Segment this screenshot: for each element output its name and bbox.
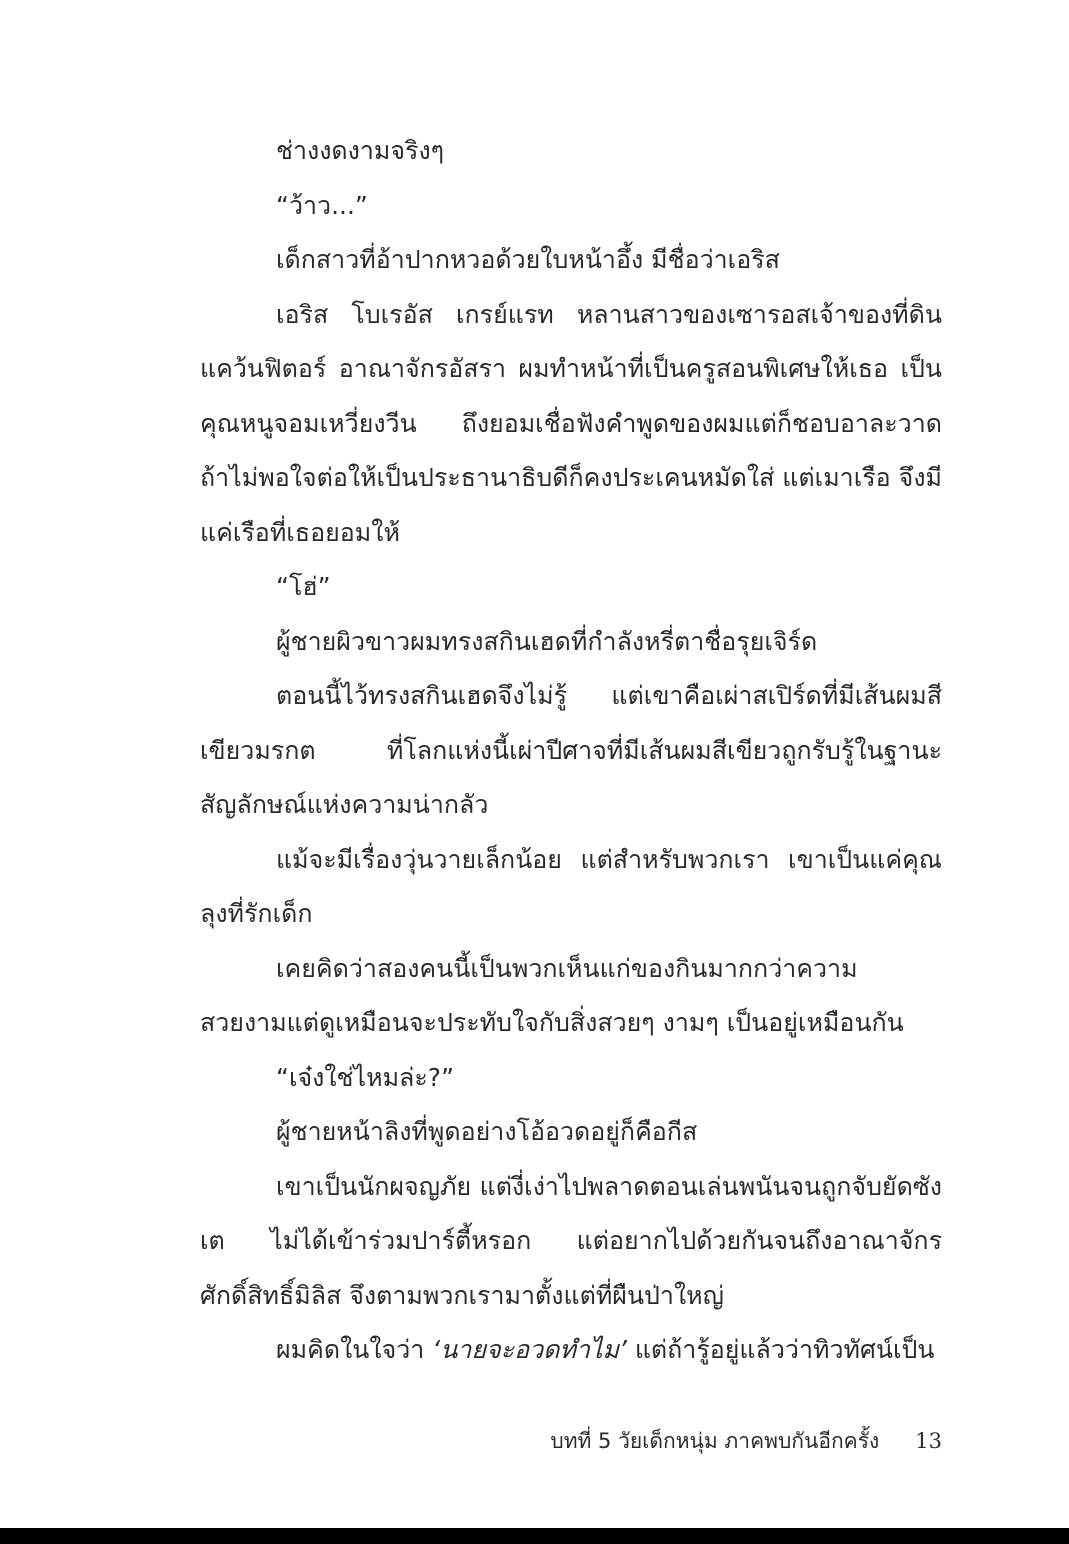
last-paragraph-end: แต่ถ้ารู้อยู่แล้วว่าทิวทัศน์เป็น (626, 1335, 935, 1364)
body-text (200, 124, 942, 1378)
paragraph: ช่างงดงามจริงๆ (276, 136, 445, 165)
paragraph: ตอนนี้ไว้ทรงสกินเฮดจึงไม่รู้ แต่เขาคือเผ่าสเปิร์ดที่มีเส้นผมสีเขียวมรกต ที่โลกแห่งนี้เผ่าปีศาจที่มีเส้นผมสีเขียวถูกรับรู้ในฐานะสัญลักษณ์แห่งความน่ากลัว (200, 681, 942, 819)
paragraph: เอริส โบเรอัส เกรย์แรท หลานสาวของเซารอสเจ้าของที่ดินแคว้นฟิตอร์ อาณาจักรอัสรา ผมทำหน้าที่เป็นครูสอนพิเศษให้เธอ เป็นคุณหนูจอมเหวี่ยงวีน ถึงยอมเชื่อฟังคำพูดของผมแต่ก็ชอบอาละวาด ถ้าไม่พอใจต่อให้เป็นประธานาธิบดีก็คงประเคนหมัดใส่ แต่เมาเรือ จึงมีแค่เรือที่เธอยอมให้ (200, 299, 942, 547)
chapter-title: บทที่ 5 วัยเด็กหนุ่ม ภาคพบกันอีกครั้ง (550, 1429, 880, 1453)
paragraph: “ว้าว...” (276, 190, 368, 220)
paragraph: เด็กสาวที่อ้าปากหวอด้วยใบหน้าอึ้ง มีชื่อว่าเอริส (276, 245, 780, 274)
bottom-edge-bar (0, 1528, 1069, 1544)
last-paragraph-start: ผมคิดในใจว่า (276, 1335, 433, 1364)
page-number: 13 (915, 1429, 942, 1453)
paragraph: แม้จะมีเรื่องวุ่นวายเล็กน้อย แต่สำหรับพวกเรา เขาเป็นแค่คุณลุงที่รักเด็ก (200, 844, 942, 928)
last-paragraph (200, 1323, 942, 1378)
paragraph: “เจ๋งใช่ไหมล่ะ?” (276, 1062, 455, 1092)
page-footer (550, 1426, 942, 1456)
paragraph: เขาเป็นนักผจญภัย แต่งี่เง่าไปพลาดตอนเล่นพนันจนถูกจับยัดซังเต ไม่ได้เข้าร่วมปาร์ตี้หรอก แต่อยากไปด้วยกันจนถึงอาณาจักรศักดิ์สิทธิ์มิลิส จึงตามพวกเรามาตั้งแต่ที่ผืนป่าใหญ่ (200, 1171, 942, 1310)
paragraph: เคยคิดว่าสองคนนี้เป็นพวกเห็นแก่ของกินมากกว่าความสวยงามแต่ดูเหมือนจะประทับใจกับสิ่งสวยๆ งามๆ เป็นอยู่เหมือนกัน (200, 953, 904, 1037)
italic-thought: ‘นายจะอวดทำไม’ (432, 1335, 627, 1364)
paragraph: ผู้ชายผิวขาวผมทรงสกินเฮดที่กำลังหรี่ตาชื่อรุยเจิร์ด (276, 626, 818, 656)
paragraph: ผู้ชายหน้าลิงที่พูดอย่างโอ้อวดอยู่ก็คือกีส (276, 1117, 698, 1146)
paragraph: “โฮ่” (276, 572, 331, 601)
